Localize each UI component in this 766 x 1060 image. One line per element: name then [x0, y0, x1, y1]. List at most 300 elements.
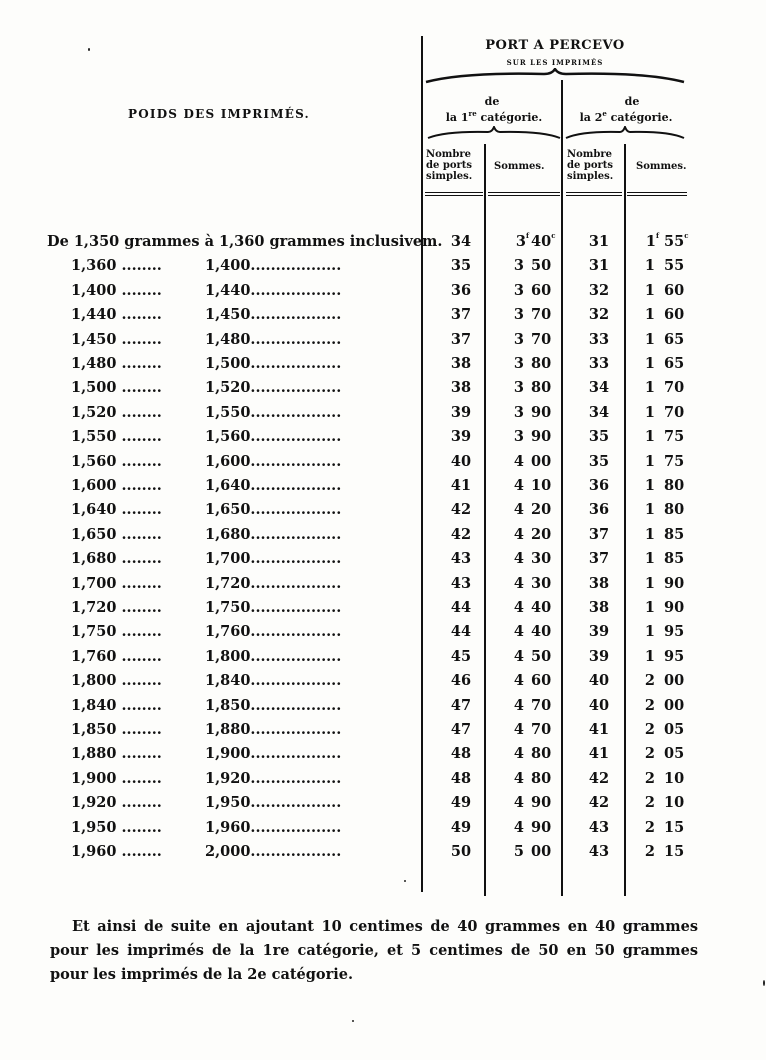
poids-title: POIDS DES IMPRIMÉS. — [128, 107, 310, 121]
francs-value: 1 — [644, 647, 655, 665]
weight-to — [205, 477, 341, 494]
table-row — [0, 819, 766, 843]
weight-from — [71, 794, 162, 811]
francs-value: 3 — [513, 281, 524, 299]
centimes-value: 55 — [664, 233, 685, 250]
cat1-sum-francs — [506, 648, 524, 665]
centimes-value: 40 — [531, 623, 552, 641]
francs-value: 2 — [644, 696, 655, 714]
cat1-count-cell: 41 — [450, 477, 472, 494]
francs-value: 3 — [513, 330, 524, 348]
leader-dots: ........ — [121, 477, 162, 494]
weight-from-value: 1,440 — [71, 306, 117, 324]
cat1-sum-centimes — [531, 575, 553, 592]
cat2-count-cell: 35 — [588, 452, 610, 470]
centime-unit: c — [551, 231, 556, 240]
francs-value: 3 — [513, 306, 524, 324]
francs-value: 4 — [513, 550, 524, 568]
centimes-value: 90 — [531, 403, 552, 421]
cat2-sum-centimes — [664, 379, 686, 396]
cat1-count-cell: 45 — [450, 647, 472, 665]
table-row — [0, 648, 766, 672]
cat2-count-cell: 42 — [588, 794, 610, 812]
cat2-sum-francs — [641, 623, 655, 640]
table-row — [0, 306, 766, 330]
table-row — [0, 355, 766, 379]
leader-dots: .................. — [250, 355, 342, 372]
cat1-sum-centimes — [531, 721, 553, 738]
francs-value: 1 — [644, 379, 655, 397]
weight-from — [71, 404, 162, 421]
francs-value: 1 — [644, 306, 655, 324]
weight-from — [71, 306, 162, 323]
weight-from — [71, 697, 162, 714]
cat1-sum-francs — [506, 526, 524, 543]
francs-value: 2 — [644, 745, 655, 763]
centimes-value: 15 — [664, 818, 685, 836]
cat1-sum-francs — [506, 453, 524, 470]
weight-to — [205, 623, 341, 640]
leader-dots: ........ — [121, 281, 162, 299]
cat2-sum-centimes — [664, 355, 686, 372]
weight-to — [205, 428, 341, 445]
franc-unit: f — [525, 231, 529, 240]
cat2-count-cell: 33 — [588, 330, 610, 348]
centimes-value: 80 — [664, 477, 685, 494]
cat1-sum-centimes — [531, 257, 553, 274]
weight-from — [71, 819, 162, 836]
cat1-sum-francs — [506, 599, 524, 616]
francs-value: 4 — [513, 672, 524, 690]
cat1-count-cell: 42 — [450, 501, 472, 519]
table-row — [0, 453, 766, 477]
table-row — [0, 233, 766, 257]
francs-value: 2 — [644, 843, 655, 860]
cat2-count-cell: 43 — [588, 843, 610, 860]
weight-to-value: 1,840 — [205, 672, 251, 690]
table-row — [0, 477, 766, 501]
leader-dots: ........ — [121, 843, 162, 860]
scan-speck — [404, 880, 406, 882]
leader-dots: ........ — [121, 379, 162, 397]
cat2-sum-centimes — [664, 231, 689, 250]
cat2-count-cell: 37 — [588, 550, 610, 568]
leader-dots: .................. — [250, 745, 342, 763]
cat1-sum-centimes — [531, 282, 553, 299]
cat2-count-cell: 39 — [588, 647, 610, 665]
cat1-sum-francs — [506, 745, 524, 762]
cat2-sum-francs — [641, 453, 655, 470]
cat2-sum-centimes — [664, 843, 686, 860]
cat2-sum-francs — [641, 501, 655, 518]
cat1-count-cell: 44 — [450, 623, 472, 641]
cat2-sum-centimes — [664, 428, 686, 445]
cat1-count-cell: 38 — [450, 379, 472, 397]
leader-dots: ........ — [121, 452, 162, 470]
weight-to-value: 1,700 — [205, 550, 251, 568]
centimes-value: 85 — [664, 550, 685, 568]
weight-from — [71, 331, 162, 348]
weight-to-value: 1,520 — [205, 379, 251, 397]
weight-from — [71, 648, 162, 665]
cat1-sum-centimes — [531, 526, 553, 543]
weight-to — [205, 404, 341, 421]
centimes-value: 70 — [531, 721, 552, 738]
centimes-value: 80 — [531, 379, 552, 397]
cat2-count-cell: 34 — [588, 379, 610, 397]
weight-range-label: De 1,350 grammes à 1,360 grammes inclusivem. — [47, 233, 443, 250]
weight-from — [71, 770, 162, 787]
cat1-brace — [426, 126, 562, 142]
cat2-sum-francs — [641, 575, 655, 592]
francs-value: 4 — [513, 599, 524, 616]
cat2-sum-centimes — [664, 721, 686, 738]
cat1-sum-francs — [506, 770, 524, 787]
cat2-sum-centimes — [664, 575, 686, 592]
cat2-sum-centimes — [664, 282, 686, 299]
weight-to — [205, 599, 341, 616]
centimes-value: 05 — [664, 745, 685, 763]
cat1-sum-francs — [506, 794, 524, 811]
weight-to-value: 1,680 — [205, 525, 251, 543]
weight-from-value: 1,720 — [71, 599, 117, 616]
francs-value: 1 — [644, 355, 655, 372]
cat1-sum-francs — [506, 428, 524, 445]
cat1-sum-centimes — [531, 697, 553, 714]
leader-dots: .................. — [250, 452, 342, 470]
cat1-count-cell: 43 — [450, 574, 472, 592]
cat2-sum-centimes — [664, 745, 686, 762]
weight-from-value: 1,840 — [71, 696, 117, 714]
weight-from-value: 1,360 — [71, 257, 117, 275]
cat1-sum-francs — [506, 257, 524, 274]
cat2-sum-centimes — [664, 672, 686, 689]
header-brace — [424, 68, 686, 88]
cat2-count-cell: 41 — [588, 745, 610, 763]
cat1-count-cell: 47 — [450, 696, 472, 714]
rule-cat1-sum — [488, 192, 560, 196]
cat2-count-cell: 37 — [588, 525, 610, 543]
centimes-value: 50 — [531, 257, 552, 275]
leader-dots: .................. — [250, 574, 342, 592]
cat1-sum-francs — [506, 550, 524, 567]
weight-from — [71, 453, 162, 470]
cat2-count-cell: 38 — [588, 574, 610, 592]
weight-from-value: 1,800 — [71, 672, 117, 690]
leader-dots: .................. — [250, 550, 342, 568]
weight-to — [205, 770, 341, 787]
centimes-value: 80 — [664, 501, 685, 519]
weight-from — [71, 282, 162, 299]
cat1-count-cell: 49 — [450, 818, 472, 836]
cat1-sum-centimes — [531, 843, 553, 860]
cat1-sum-centimes — [531, 355, 553, 372]
leader-dots: ........ — [121, 794, 162, 812]
cat1-count-cell: 38 — [450, 355, 472, 372]
weight-from — [71, 257, 162, 274]
cat1-sum-centimes — [531, 331, 553, 348]
cat1-sum-centimes — [531, 306, 553, 323]
leader-dots: ........ — [121, 428, 162, 446]
francs-value: 3 — [513, 403, 524, 421]
centimes-value: 90 — [531, 818, 552, 836]
cat1-sum-francs — [506, 355, 524, 372]
leader-dots: .................. — [250, 379, 342, 397]
cat2-sum-francs — [641, 819, 655, 836]
centimes-value: 60 — [664, 281, 685, 299]
leader-dots: .................. — [250, 477, 342, 494]
centimes-value: 30 — [531, 574, 552, 592]
leader-dots: ........ — [121, 355, 162, 372]
leader-dots: .................. — [250, 257, 342, 275]
centimes-value: 50 — [531, 647, 552, 665]
weight-to-value: 1,480 — [205, 330, 251, 348]
centimes-value: 80 — [531, 769, 552, 787]
francs-value: 1 — [644, 403, 655, 421]
cat2-sum-centimes — [664, 623, 686, 640]
francs-value: 3 — [513, 379, 524, 397]
weight-from-value: 1,680 — [71, 550, 117, 568]
centimes-value: 00 — [531, 843, 552, 860]
centimes-value: 70 — [531, 696, 552, 714]
cat2-sum-centimes — [664, 331, 686, 348]
centimes-value: 30 — [531, 550, 552, 568]
weight-to-value: 1,920 — [205, 769, 251, 787]
francs-value: 4 — [513, 769, 524, 787]
centimes-value: 00 — [531, 452, 552, 470]
weight-from — [71, 575, 162, 592]
weight-to — [205, 843, 341, 860]
francs-value: 2 — [644, 769, 655, 787]
weight-to — [205, 697, 341, 714]
cat1-sum-centimes — [531, 231, 556, 250]
cat1-count-cell: 39 — [450, 403, 472, 421]
cat1-sum-francs — [506, 697, 524, 714]
centimes-value: 15 — [664, 843, 685, 860]
weight-to-value: 1,650 — [205, 501, 251, 519]
weight-to-value: 1,750 — [205, 599, 251, 616]
table-row — [0, 672, 766, 696]
cat1-count-cell: 34 — [450, 233, 472, 250]
cat2-sum-centimes — [664, 819, 686, 836]
table-subtitle: SUR LES IMPRIMÉS — [506, 58, 604, 67]
cat2-sum-francs — [641, 331, 655, 348]
weight-from — [71, 477, 162, 494]
leader-dots: .................. — [250, 721, 342, 738]
table-row — [0, 623, 766, 647]
francs-value: 1 — [644, 623, 655, 641]
centime-unit: c — [684, 231, 689, 240]
weight-from — [71, 599, 162, 616]
weight-from — [71, 526, 162, 543]
leader-dots: .................. — [250, 769, 342, 787]
cat1-count-cell: 36 — [450, 281, 472, 299]
rule-cat2-count — [566, 192, 622, 196]
centimes-value: 55 — [664, 257, 685, 275]
cat1-sum-francs — [506, 843, 524, 860]
cat1-sum-francs — [506, 672, 524, 689]
cat1-sum-header: Sommes. — [494, 161, 545, 172]
cat2-count-cell: 31 — [588, 233, 610, 250]
cat1-sum-centimes — [531, 623, 553, 640]
leader-dots: ........ — [121, 672, 162, 690]
cat1-count-cell: 48 — [450, 745, 472, 763]
weight-from-value: 1,900 — [71, 769, 117, 787]
cat1-count-cell: 48 — [450, 769, 472, 787]
weight-to — [205, 672, 341, 689]
cat1-sum-francs — [506, 404, 524, 421]
cat2-sum-francs — [641, 355, 655, 372]
centimes-value: 65 — [664, 330, 685, 348]
leader-dots: ........ — [121, 818, 162, 836]
weight-to-value: 2,000 — [205, 843, 251, 860]
table-row — [0, 428, 766, 452]
cat2-sum-centimes — [664, 599, 686, 616]
table-row — [0, 526, 766, 550]
scan-speck — [88, 48, 90, 51]
weight-to-value: 1,960 — [205, 818, 251, 836]
leader-dots: ........ — [121, 550, 162, 568]
leader-dots: .................. — [250, 647, 342, 665]
weight-from — [71, 355, 162, 372]
weight-to — [205, 526, 341, 543]
cat2-sum-francs — [641, 745, 655, 762]
cat1-sum-centimes — [531, 379, 553, 396]
centimes-value: 60 — [531, 672, 552, 690]
table-row — [0, 599, 766, 623]
leader-dots: .................. — [250, 696, 342, 714]
francs-value: 4 — [513, 696, 524, 714]
centimes-value: 90 — [664, 599, 685, 616]
cat2-sum-francs — [641, 599, 655, 616]
table-row — [0, 282, 766, 306]
francs-value: 1 — [644, 574, 655, 592]
cat2-sum-centimes — [664, 477, 686, 494]
table-row — [0, 770, 766, 794]
francs-value: 4 — [513, 525, 524, 543]
francs-value: 5 — [513, 843, 524, 860]
cat1-sum-centimes — [531, 672, 553, 689]
francs-value: 1 — [645, 233, 656, 250]
table-row — [0, 745, 766, 769]
cat2-sum-centimes — [664, 501, 686, 518]
cat1-sum-francs — [506, 501, 524, 518]
francs-value: 2 — [644, 672, 655, 690]
table-row — [0, 501, 766, 525]
centimes-value: 95 — [664, 623, 685, 641]
weight-from-value: 1,760 — [71, 647, 117, 665]
cat2-count-cell: 42 — [588, 769, 610, 787]
leader-dots: ........ — [121, 574, 162, 592]
leader-dots: ........ — [121, 769, 162, 787]
cat2-sum-francs — [641, 477, 655, 494]
francs-value: 2 — [644, 721, 655, 738]
leader-dots: .................. — [250, 330, 342, 348]
cat1-sum-francs — [506, 477, 524, 494]
francs-value: 4 — [513, 477, 524, 494]
leader-dots: ........ — [121, 403, 162, 421]
cat1-sum-francs — [506, 721, 524, 738]
cat2-sum-centimes — [664, 794, 686, 811]
leader-dots: .................. — [250, 672, 342, 690]
cat1-count-cell: 39 — [450, 428, 472, 446]
weight-from — [71, 672, 162, 689]
weight-from — [71, 843, 162, 860]
weight-to-value: 1,950 — [205, 794, 251, 812]
francs-value: 1 — [644, 281, 655, 299]
table-row — [0, 404, 766, 428]
cat1-count-cell: 44 — [450, 599, 472, 616]
centimes-value: 80 — [531, 355, 552, 372]
weight-to-value: 1,400 — [205, 257, 251, 275]
weight-from-value: 1,450 — [71, 330, 117, 348]
cat2-de: de — [624, 95, 640, 108]
centimes-value: 65 — [664, 355, 685, 372]
cat1-sum-centimes — [531, 599, 553, 616]
cat1-sum-centimes — [531, 770, 553, 787]
leader-dots: ........ — [121, 330, 162, 348]
weight-to-value: 1,450 — [205, 306, 251, 324]
weight-to — [205, 306, 341, 323]
weight-from-value: 1,650 — [71, 525, 117, 543]
weight-from-value: 1,550 — [71, 428, 117, 446]
cat1-count-cell: 43 — [450, 550, 472, 568]
leader-dots: ........ — [121, 696, 162, 714]
cat1-count-cell: 47 — [450, 721, 472, 738]
cat1-sum-centimes — [531, 453, 553, 470]
francs-value: 1 — [644, 257, 655, 275]
centimes-value: 90 — [664, 574, 685, 592]
leader-dots: ........ — [121, 647, 162, 665]
cat1-sum-francs — [506, 282, 524, 299]
francs-value: 2 — [644, 794, 655, 812]
cat2-count-cell: 36 — [588, 501, 610, 519]
francs-value: 1 — [644, 525, 655, 543]
weight-from — [71, 745, 162, 762]
table-row — [0, 379, 766, 403]
leader-dots: .................. — [250, 501, 342, 519]
weight-to — [205, 501, 341, 518]
weight-to-value: 1,500 — [205, 355, 251, 372]
table-row — [0, 794, 766, 818]
cat2-count-cell: 39 — [588, 623, 610, 641]
cat1-count-cell: 40 — [450, 452, 472, 470]
centimes-value: 40 — [531, 233, 552, 250]
centimes-value: 10 — [664, 794, 685, 812]
weight-to — [205, 379, 341, 396]
cat2-sum-centimes — [664, 404, 686, 421]
cat1-sum-centimes — [531, 648, 553, 665]
cat1-count-header: Nombre de ports simples. — [426, 149, 473, 182]
cat2-sum-centimes — [664, 697, 686, 714]
centimes-value: 75 — [664, 452, 685, 470]
weight-to-value: 1,880 — [205, 721, 251, 738]
footer-note: Et ainsi de suite en ajoutant 10 centimes de 40 grammes en 40 grammes pour les imprimés de la 1re catégorie, et 5 centimes de 50 en 50 grammes pour les imprimés de la 2e catégorie. — [50, 918, 698, 983]
cat2-count-header: Nombre de ports simples. — [567, 149, 614, 182]
weight-to-value: 1,440 — [205, 281, 251, 299]
cat1-sum-centimes — [531, 477, 553, 494]
weight-from-value: 1,480 — [71, 355, 117, 372]
weight-to — [205, 453, 341, 470]
francs-value: 4 — [513, 745, 524, 763]
table-row — [0, 843, 766, 867]
weight-from-value: 1,640 — [71, 501, 117, 519]
table-row — [0, 697, 766, 721]
cat2-sum-centimes — [664, 257, 686, 274]
cat1-sum-francs — [506, 819, 524, 836]
leader-dots: .................. — [250, 818, 342, 836]
centimes-value: 10 — [664, 769, 685, 787]
